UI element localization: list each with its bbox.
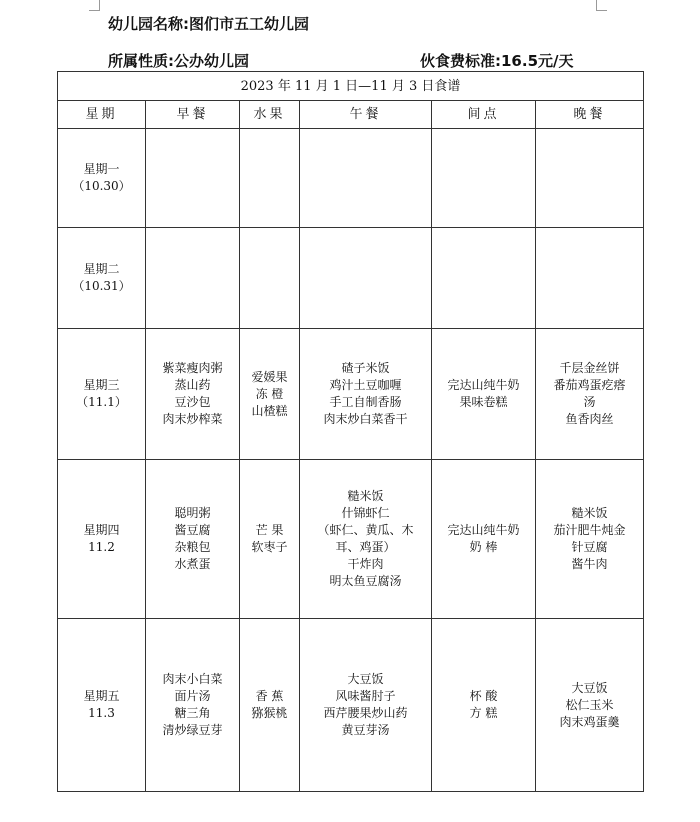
fruit-cell: [240, 129, 300, 228]
table-row: [58, 228, 644, 329]
day-date: （10.31）: [72, 279, 131, 293]
menu-item: 鸡汁土豆咖喱: [329, 378, 402, 392]
snack-cell: [432, 329, 536, 460]
menu-item: 软枣子: [251, 540, 288, 554]
menu-item: 聪明粥: [174, 506, 211, 520]
menu-item: 手工自制香肠: [329, 395, 402, 409]
lunch-cell: [300, 228, 432, 329]
menu-item: 山楂糕: [251, 403, 288, 418]
day-label: 星期三: [83, 378, 120, 392]
menu-item: 奶 棒: [469, 540, 498, 554]
menu-item: 番茄鸡蛋疙瘩: [553, 378, 626, 392]
snack-cell: [432, 129, 536, 228]
menu-item: 松仁玉米: [565, 697, 614, 712]
column-header-day: 星期: [58, 101, 146, 129]
snack-cell: [432, 460, 536, 619]
menu-item: 干炸肉: [347, 557, 384, 571]
breakfast-cell: [146, 329, 240, 460]
day-date: （11.1）: [76, 395, 127, 409]
menu-item: 杯 酸: [469, 689, 498, 703]
day-date: （10.30）: [72, 179, 131, 193]
menu-item: 水煮蛋: [174, 557, 211, 571]
day-label: 星期五: [83, 689, 120, 703]
menu-item: 针豆腐: [571, 540, 608, 554]
menu-item: 大豆饭: [571, 680, 608, 695]
menu-item: 爱媛果: [251, 369, 288, 384]
column-header-dinner: 晚餐: [536, 101, 644, 129]
dinner-cell: [536, 329, 644, 460]
menu-item: 什锦虾仁: [341, 506, 390, 520]
dinner-cell: [536, 228, 644, 329]
fruit-cell: [240, 460, 300, 619]
crop-mark-right: [596, 0, 607, 11]
meal-fee-standard: 伙食费标准:16.5元/天: [420, 52, 574, 70]
kindergarten-nature: 所属性质:公办幼儿园: [108, 52, 249, 70]
menu-item: 完达山纯牛奶: [447, 378, 520, 392]
menu-item: 完达山纯牛奶: [447, 523, 520, 537]
day-date: 11.3: [88, 706, 115, 720]
menu-item: 肉末炒榨菜: [162, 412, 223, 426]
menu-item: 肉末鸡蛋羹: [559, 714, 620, 729]
menu-item: 肉末炒白菜香干: [323, 412, 408, 426]
menu-item: 肉末小白菜: [162, 672, 223, 686]
breakfast-cell: [146, 228, 240, 329]
day-cell: [58, 329, 146, 460]
day-label: 星期二: [83, 262, 120, 276]
menu-item: 芒 果: [255, 523, 284, 537]
breakfast-cell: [146, 619, 240, 792]
lunch-cell: [300, 460, 432, 619]
menu-item: 猕猴桃: [251, 706, 288, 720]
menu-item: 蒸山药: [174, 378, 211, 392]
lunch-cell: [300, 329, 432, 460]
kindergarten-name: 幼儿园名称:图们市五工幼儿园: [108, 15, 309, 33]
menu-item: 千层金丝饼: [559, 361, 620, 375]
day-cell: [58, 228, 146, 329]
breakfast-cell: [146, 129, 240, 228]
menu-item: 面片汤: [174, 689, 211, 703]
column-header-row: [58, 101, 644, 129]
snack-cell: [432, 228, 536, 329]
column-header-fruit: 水果: [240, 101, 300, 129]
day-cell: [58, 619, 146, 792]
dinner-cell: [536, 129, 644, 228]
breakfast-cell: [146, 460, 240, 619]
menu-item: 冻 橙: [255, 386, 284, 401]
column-header-breakfast: 早餐: [146, 101, 240, 129]
table-row: [58, 619, 644, 792]
menu-item: 明太鱼豆腐汤: [329, 574, 402, 588]
dinner-cell: [536, 619, 644, 792]
fruit-cell: [240, 228, 300, 329]
fruit-cell: [240, 329, 300, 460]
menu-item: 大豆饭: [347, 672, 384, 686]
lunch-cell: [300, 619, 432, 792]
day-cell: [58, 129, 146, 228]
menu-item: 清炒绿豆芽: [162, 723, 223, 737]
menu-item: 糖三角: [174, 706, 211, 720]
menu-item: 方 糕: [469, 706, 498, 720]
table-row: [58, 129, 644, 228]
menu-item: 果味卷糕: [459, 395, 508, 409]
day-label: 星期一: [83, 162, 120, 176]
menu-item: 糙米饭: [571, 506, 608, 520]
menu-item: （虾仁、黄瓜、木: [317, 523, 414, 537]
menu-item: 紫菜瘦肉粥: [162, 361, 223, 375]
menu-item: 鱼香肉丝: [565, 412, 614, 426]
menu-item: 酱牛肉: [571, 557, 608, 571]
menu-item: 糙米饭: [347, 489, 384, 503]
menu-title: 2023 年 11 月 1 日—11 月 3 日食谱: [58, 72, 644, 101]
menu-item: 豆沙包: [174, 395, 211, 409]
menu-item: 耳、鸡蛋）: [335, 540, 396, 554]
day-cell: [58, 460, 146, 619]
menu-item: 碴子米饭: [341, 361, 390, 375]
table-row: [58, 329, 644, 460]
menu-item: 西芹腰果炒山药: [323, 706, 408, 720]
menu-item: 香 蕉: [255, 689, 284, 703]
menu-item: 汤: [583, 395, 596, 409]
snack-cell: [432, 619, 536, 792]
day-date: 11.2: [88, 540, 115, 554]
menu-item: 酱豆腐: [174, 523, 211, 537]
day-label: 星期四: [83, 523, 120, 537]
table-row: [58, 460, 644, 619]
menu-table: [57, 71, 644, 792]
menu-item: 茄汁肥牛炖金: [553, 523, 626, 537]
menu-item: 杂粮包: [174, 540, 211, 554]
crop-mark-left: [89, 0, 100, 11]
dinner-cell: [536, 460, 644, 619]
lunch-cell: [300, 129, 432, 228]
menu-item: 黄豆芽汤: [341, 723, 390, 737]
menu-item: 风味酱肘子: [335, 689, 396, 703]
column-header-snack: 间点: [432, 101, 536, 129]
column-header-lunch: 午餐: [300, 101, 432, 129]
fruit-cell: [240, 619, 300, 792]
